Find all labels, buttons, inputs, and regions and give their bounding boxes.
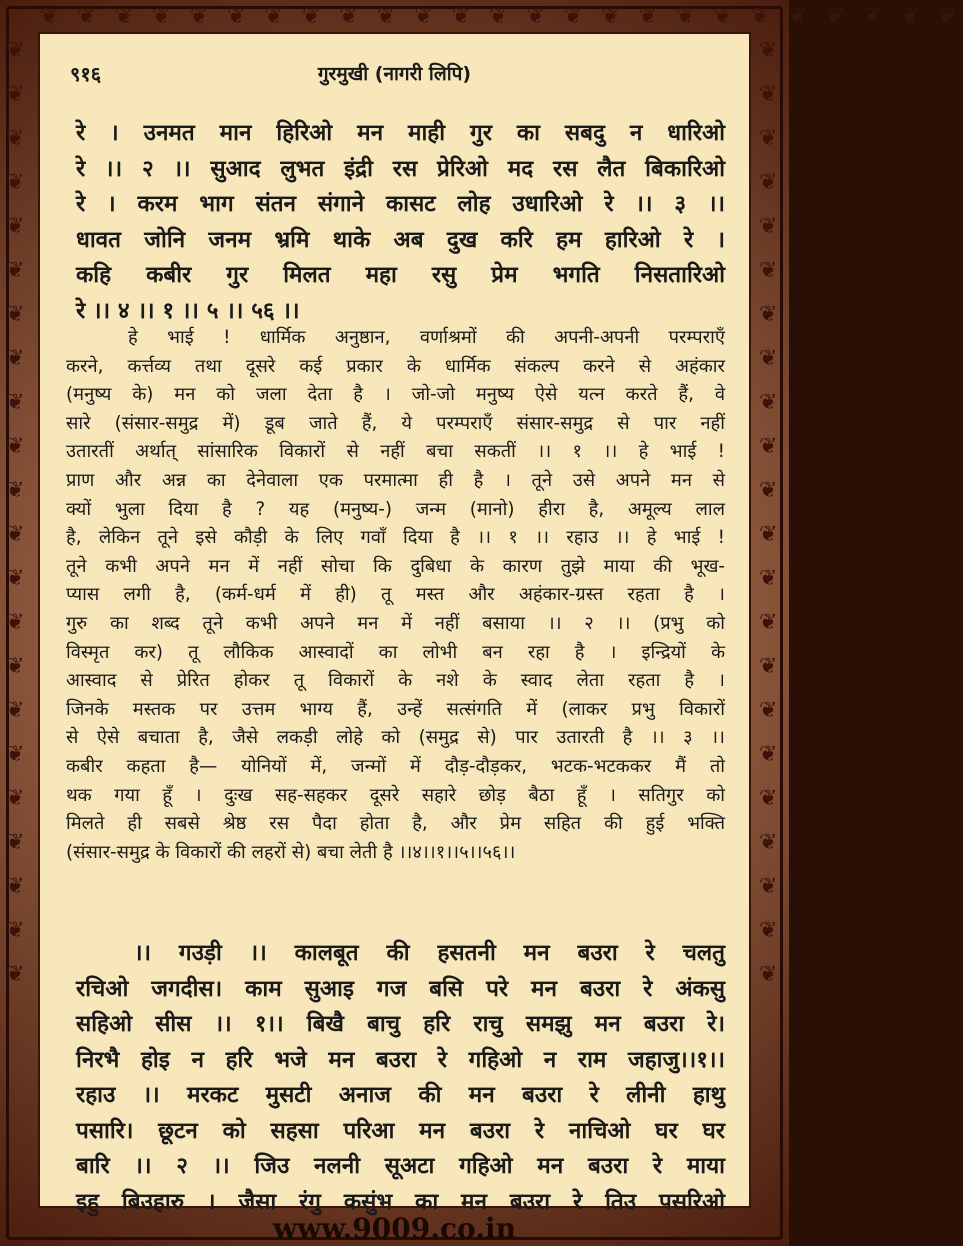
verse-line: ।। गउड़ी ।। कालबूत की हसतनी मन बउरा रे चलतु	[134, 940, 725, 966]
verse-line: बारि ।। २ ।। जिउ नलनी सूअटा गहिओ मन बउरा रे माया	[76, 1153, 725, 1179]
meaning-line: है, लेकिन तूने इसे कौड़ी के लिए गवाँ दिया है ।। १ ।। रहाउ ।। हे भाई !	[66, 527, 725, 549]
verse-line: धावत जोनि जनम भ्रमि थाके अब दुख करि हम हारिओ रे ।	[76, 226, 725, 253]
meaning-line: जिनके मस्तक पर उत्तम भाग्य हैं, उन्हें सत्संगति में (लाकर प्रभु विकारों	[66, 698, 725, 720]
meaning-line: करने, कर्त्तव्य तथा दूसरे कई प्रकार के धार्मिक संकल्प करने से अहंकार	[66, 355, 725, 377]
website-watermark: www.9009.co.in	[273, 1212, 516, 1245]
verse-block-top	[76, 116, 725, 329]
verse-line: रहाउ ।। मरकट मुसटी अनाज की मन बउरा रे लीनी हाथु	[76, 1082, 725, 1108]
scroll-ornament-top: ❦ ❦ ❦ ❦ ❦ ❦ ❦ ❦ ❦ ❦ ❦ ❦ ❦ ❦ ❦ ❦ ❦ ❦ ❦ ❦ ❦ ❦ ❦ ❦ ❦	[40, 4, 963, 29]
verse-line: रे । करम भाग संतन संगाने कासट लोह उधारिओ रे ।। ३ ।।	[76, 191, 725, 217]
scripture-page	[38, 32, 751, 1215]
verse-line: सहिओ सीस ।। १।। बिखै बाचु हरि राचु समझु मन बउरा रे।	[76, 1011, 725, 1037]
verse-line: रे । उनमत मान हिरिओ मन माही गुर का सबदु न धारिओ	[76, 120, 725, 146]
meaning-line: मिलते ही सबसे श्रेष्ठ रस पैदा होता है, और प्रेम सहित की हुई भक्ति	[66, 813, 725, 835]
meaning-line: सारे (संसार-समुद्र में) डूब जाते हैं, ये परम्पराएँ संसार-समुद्र से पार नहीं	[66, 412, 725, 434]
meaning-line: गुरु का शब्द तूने कभी अपने मन में नहीं बसाया ।। २ ।। (प्रभु को	[66, 612, 725, 634]
meaning-line: (मनुष्य के) मन को जला देता है । जो-जो मनुष्य ऐसे यत्न करते हैं, वे	[66, 384, 725, 406]
meaning-line: प्यास लगी है, (कर्म-धर्म में ही) तू मस्त और अहंकार-ग्रस्त रहता है ।	[66, 584, 725, 606]
verse-line: रचिओ जगदीस। काम सुआइ गज बसि परे मन बउरा रे अंकसु	[76, 975, 725, 1002]
meaning-line: विस्मृत कर) तू लौकिक आस्वादों का लोभी बन रहा है । इन्द्रियों के	[66, 641, 725, 663]
meaning-line: उतारतीं अर्थात् सांसारिक विकारों से नहीं बचा सकतीं ।। १ ।। हे भाई !	[66, 441, 725, 463]
verse-line: कहि कबीर गुर मिलत महा रसु प्रेम भगति निसतारिओ	[76, 262, 725, 288]
running-title: गुरमुखी (नागरी लिपि)	[317, 63, 472, 85]
scroll-ornament-left: ❦ ❦ ❦ ❦ ❦ ❦ ❦ ❦ ❦ ❦ ❦ ❦ ❦ ❦ ❦ ❦ ❦ ❦ ❦ ❦ ❦ ❦	[6, 38, 25, 987]
verse-line: पसारि। छूटन को सहसा परिआ मन बउरा रे नाचिओ घर घर	[76, 1117, 725, 1144]
meaning-line: कबीर कहता है— योनियों में, जन्मों में दौड़-दौड़कर, भटक-भटककर मैं तो	[66, 755, 725, 777]
scroll-ornament-right: ❦ ❦ ❦ ❦ ❦ ❦ ❦ ❦ ❦ ❦ ❦ ❦ ❦ ❦ ❦ ❦ ❦ ❦ ❦ ❦ ❦ ❦	[759, 38, 778, 987]
page-number: ९१६	[70, 62, 102, 86]
meaning-line: (संसार-समुद्र के विकारों की लहरों से) बचा लेती है ।।४।।१।।५।।५६।।	[66, 841, 516, 863]
verse-line: रे ।। ४ ।। १ ।। ५ ।। ५६ ।।	[76, 297, 300, 324]
meaning-line: प्राण और अन्न का देनेवाला एक परमात्मा ही है । तूने उसे अपने मन से	[66, 469, 725, 491]
verse-line: इहु बिउहारु । जैसा रंगु कसुंभ का मन बउरा रे तिउ पसरिओ	[76, 1188, 725, 1215]
verse-line: रे ।। २ ।। सुआद लुभत इंद्री रस प्रेरिओ मद रस लैत बिकारिओ	[76, 155, 725, 182]
verse-block-bottom	[76, 936, 725, 1220]
verse-line: निरभै होइ न हरि भजे मन बउरा रे गहिओ न राम जहाजु।।१।।	[76, 1046, 725, 1073]
meaning-line: आस्वाद से प्रेरित होकर तू विकारों के नशे के स्वाद लेता रहता है ।	[66, 670, 725, 692]
meaning-line: थक गया हूँ । दुःख सह-सहकर दूसरे सहारे छोड़ बैठा हूँ । सतिगुर को	[66, 784, 725, 806]
meaning-line: क्यों भुला दिया है ? यह (मनुष्य-) जन्म (मानो) हीरा है, अमूल्य लाल	[66, 498, 725, 520]
page-header	[40, 60, 749, 86]
meaning-paragraph	[66, 324, 725, 867]
meaning-line: से ऐसे बचाता है, जैसे लकड़ी लोहे को (समुद्र से) पार उतारती है ।। ३ ।।	[66, 727, 725, 749]
meaning-line: तूने कभी अपने मन में नहीं सोचा कि दुबिधा के कारण तुझे माया की भूख-	[66, 555, 725, 577]
meaning-line: हे भाई ! धार्मिक अनुष्ठान, वर्णाश्रमों की अपनी-अपनी परम्पराएँ	[128, 327, 725, 348]
